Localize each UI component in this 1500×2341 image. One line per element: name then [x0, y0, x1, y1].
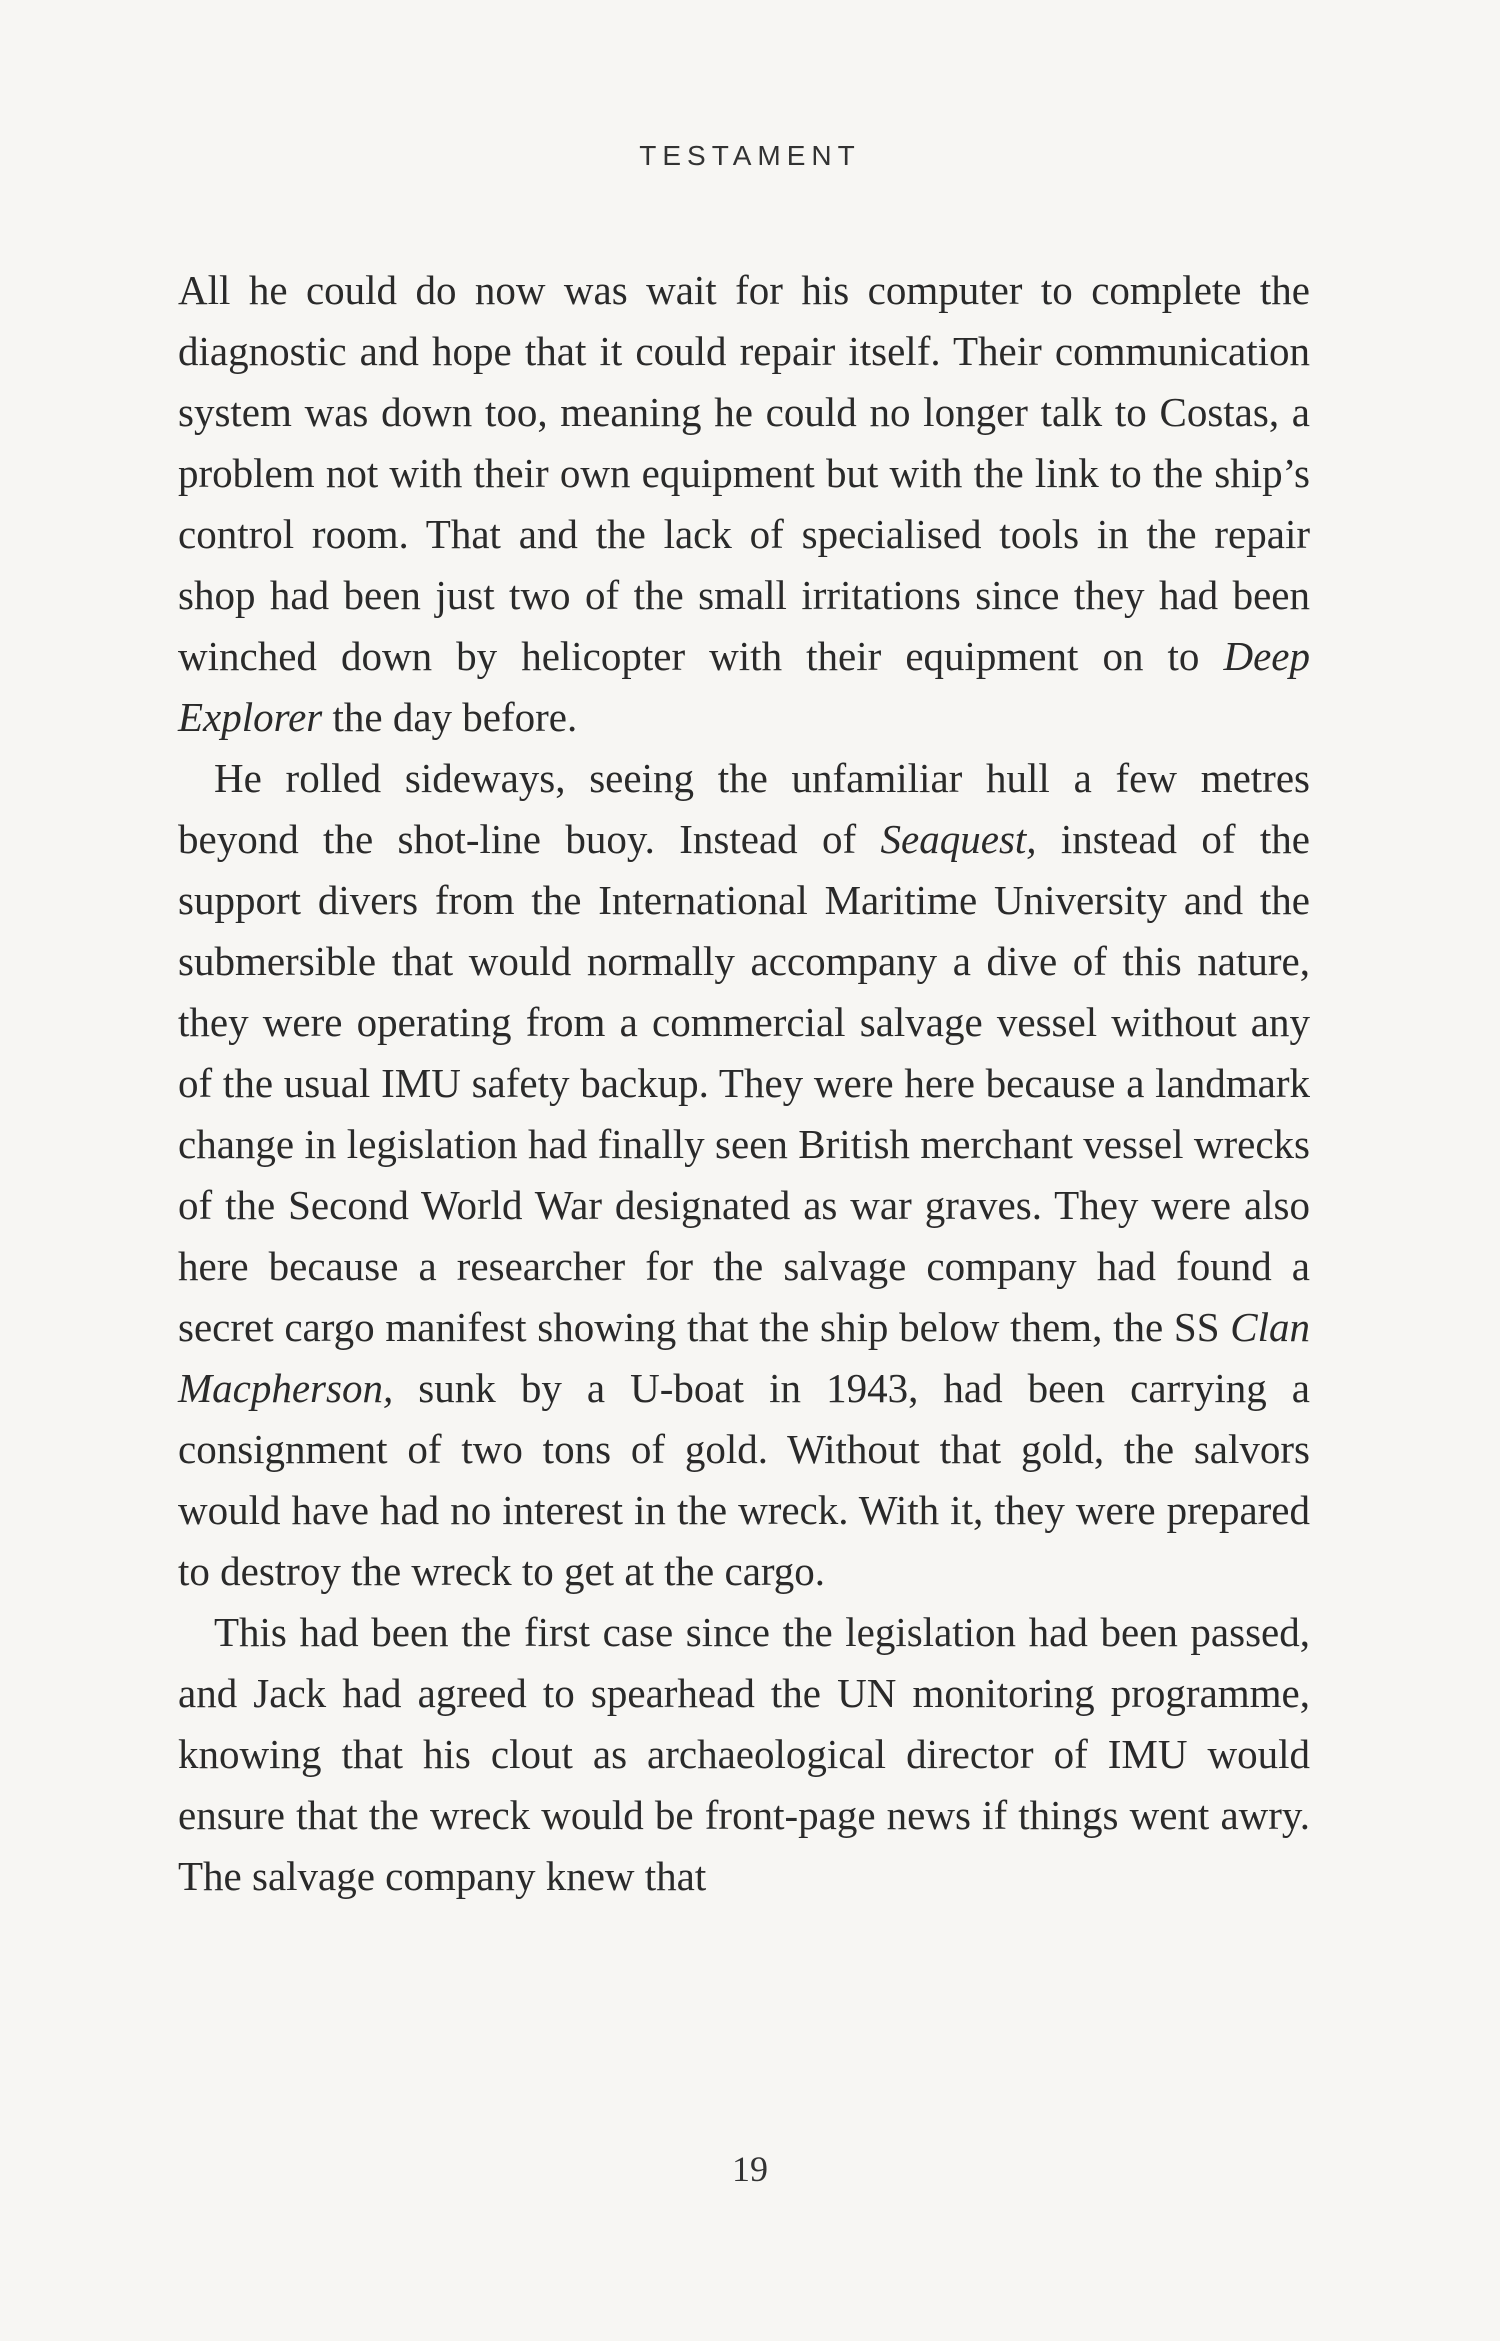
- running-head: TESTAMENT: [639, 140, 861, 171]
- ship-name-deep-explorer: Deep Explorer: [178, 633, 1310, 740]
- paragraph-1: [178, 260, 1310, 748]
- paragraph-2: [178, 748, 1310, 1602]
- paragraph-3-text: This had been the first case since the legislation had been passed, and Jack had agreed to spearhead the UN monitoring programme, knowing that his clout as archaeological director of IMU would ensure that the wreck would be front-page news if things went awry. The salvage company knew that: [178, 1609, 1310, 1899]
- paragraph-1-text-a: All he could do now was wait for his computer to complete the diagnostic and hope that it could repair itself. Their communication system was down too, meaning he could no longer talk to Costas, a problem not with their own equipment but with the link to the ship’s control room. That and the lack of specialised tools in the repair shop had been just two of the small irritations since they had been winched down by helicopter with their equipment on to: [178, 267, 1310, 679]
- paragraph-3: [178, 1602, 1310, 1907]
- paragraph-2-text-a: He rolled sideways, seeing the unfamiliar hull a few metres beyond the shot-line buoy. Instead of: [178, 755, 1310, 862]
- paragraph-1-text-b: the day before.: [322, 694, 578, 740]
- ship-name-seaquest: Seaquest,: [880, 816, 1037, 862]
- body-text: [178, 260, 1310, 1907]
- paragraph-2-text-b: instead of the support divers from the International Maritime University and the submersible that would normally accompany a dive of this nature, they were operating from a commercial salvage vessel without any of the usual IMU safety backup. They were here because a landmark change in legislation had finally seen British merchant vessel wrecks of the Second World War designated as war graves. They were also here because a researcher for the salvage company had found a secret cargo manifest showing that the ship below them, the SS: [178, 816, 1310, 1350]
- ship-name-clan-macpherson: Clan Macpherson,: [178, 1304, 1310, 1411]
- page-number: 19: [732, 2149, 768, 2189]
- paragraph-2-text-c: sunk by a U-boat in 1943, had been carrying a consignment of two tons of gold. Without that gold, the salvors would have had no interest in the wreck. With it, they were prepared to destroy the wreck to get at the cargo.: [178, 1365, 1310, 1594]
